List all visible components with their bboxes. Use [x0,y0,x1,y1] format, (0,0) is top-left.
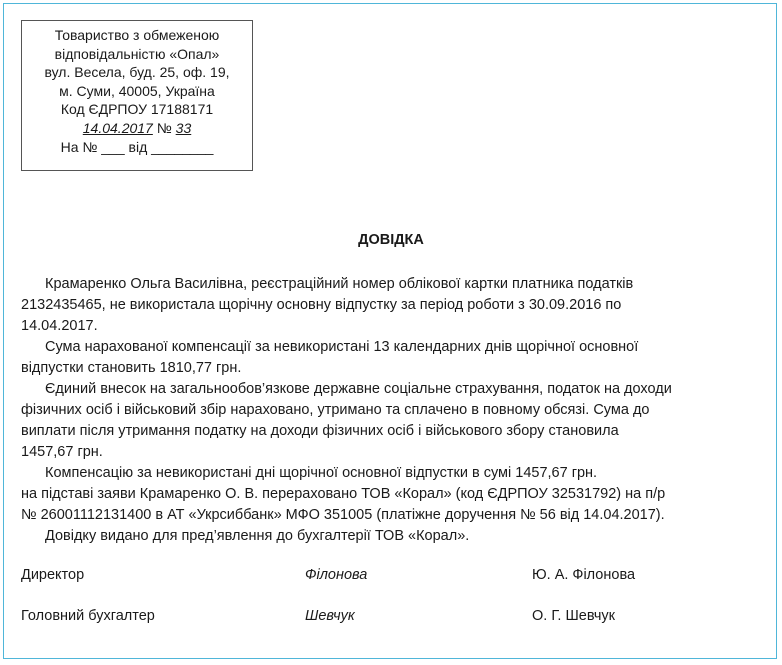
signatory-name-director: Ю. А. Філонова [532,567,636,583]
paragraph-line: Єдиний внесок на загальнообов’язкове державне соціальне страхування, податок на доходи [45,381,672,397]
stamp-reply-line: На № ___ від ________ [60,138,214,155]
signatory-role-chief-accountant: Головний бухгалтер [21,608,155,624]
stamp-reg-no: 33 [175,119,192,136]
corner-stamp [21,20,253,171]
signatory-name-chief-accountant: О. Г. Шевчук [532,608,616,624]
stamp-company-line1: Товариство з обмеженою [54,27,220,43]
paragraph-line: фізичних осіб і військовий збір нараховано, утримано та сплачено в повному обсязі. Сума до [21,402,650,418]
signature-chief-accountant: Шевчук [305,608,355,624]
paragraph-line: 14.04.2017. [21,318,98,334]
document-body [21,274,741,547]
stamp-reg-date: 14.04.2017 [82,119,153,136]
stamp-address-line2: м. Суми, 40005, Україна [59,82,215,99]
stamp-edrpou: Код ЄДРПОУ 17188171 [60,101,214,118]
paragraph-line: відпустки становить 1810,77 грн. [21,360,242,376]
stamp-registration [22,119,252,138]
document-title: ДОВІДКА [358,232,424,248]
stamp-address-line1: вул. Весела, буд. 25, оф. 19, [44,64,230,81]
stamp-company-line2: відповідальністю «Опал» [54,45,220,62]
paragraph-line: на підставі заяви Крамаренко О. В. перераховано ТОВ «Корал» (код ЄДРПОУ 32531792) на п/р [21,486,666,502]
signature-director: Філонова [305,567,368,583]
paragraph-line: 2132435465, не використала щорічну основну відпустку за період роботи з 30.09.2016 по [21,297,622,313]
paragraph-line: Крамаренко Ольга Василівна, реєстраційний номер облікової картки платника податків [45,276,634,292]
paragraph-line: Сума нарахованої компенсації за невикористані 13 календарних днів щорічної основної [45,339,639,355]
stamp-reg-no-label: № [156,119,172,136]
paragraph-line: Компенсацію за невикористані дні щорічної основної відпустки в сумі 1457,67 грн. [45,465,598,481]
paragraph-line: 1457,67 грн. [21,444,103,460]
paragraph-line: Довідку видано для пред’явлення до бухгалтерії ТОВ «Корал». [45,528,470,544]
paragraph-line: виплати після утримання податку на доходи фізичних осіб і військового збору становила [21,423,619,439]
paragraph-line: № 26001112131400 в АТ «Укрсиббанк» МФО 351005 (платіжне доручення № 56 від 14.04.2017). [21,507,665,523]
signatory-role-director: Директор [21,567,85,583]
